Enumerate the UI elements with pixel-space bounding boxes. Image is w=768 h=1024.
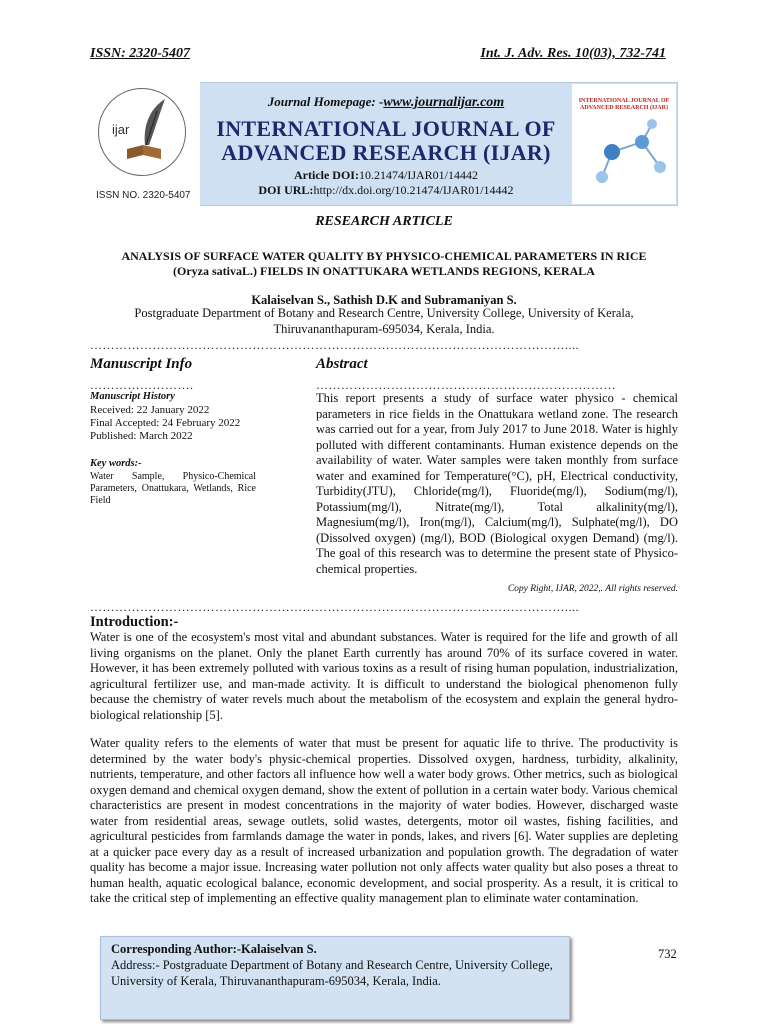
abstract-text: This report presents a study of surface water physico - chemical parameters in rice fields in the Onattukara wetland zone. The research was carried out for a year, from July 2017 to June 2018. Water is highly polluted with different contaminants. Human existence depends on the availability of water. Water samples were taken monthly from surface water and examined for Temperature(°C), pH, Electrical conductivity, Turbidity(JTU), Chloride(mg/l), Fluoride(mg/l), Sodium(mg/l), Potassium(mg/l), Nitrate(mg/l), Total alkalinity(mg/l), Magnesium(mg/l), Iron(mg/l), Calcium(mg/l), Sulphate(mg/l), DO (Dissolved oxygen) (mg/l), BOD (Biological oxygen Demand) (mg/l). The goal of this research was to determine the present state of Physico-chemical properties. xyxy=(316,391,678,576)
introduction-heading: Introduction:- xyxy=(90,614,179,630)
article-type: RESEARCH ARTICLE xyxy=(315,214,453,229)
authors: Kalaiselvan S., Sathish D.K and Subramaniyan S. xyxy=(251,293,517,307)
keywords-heading: Key words:- xyxy=(90,458,142,469)
article-title-line2: (Oryza sativaL.) FIELDS IN ONATTUKARA WETLANDS REGIONS, KERALA xyxy=(173,264,595,278)
separator-top: …………………………………………………………………………………………………….... xyxy=(90,338,579,352)
abstract-heading: Abstract xyxy=(316,356,368,372)
history-heading: Manuscript History xyxy=(90,391,175,402)
corresponding-author-heading: Corresponding Author:-Kalaiselvan S. xyxy=(111,942,317,956)
published-date: Published: March 2022 xyxy=(90,429,193,442)
journal-cover xyxy=(572,84,676,204)
issn-header: ISSN: 2320-5407 xyxy=(90,46,190,61)
manuscript-dots: ……………………. xyxy=(90,378,194,392)
cover-title-line1: INTERNATIONAL JOURNAL OF xyxy=(578,98,670,104)
copyright: Copy Right, IJAR, 2022,. All rights reserved. xyxy=(507,584,678,594)
cover-title-line2: ADVANCED RESEARCH (IJAR) xyxy=(580,105,668,111)
affiliation-line1: Postgraduate Department of Botany and Research Centre, University College, University of Kerala, xyxy=(134,306,634,320)
article-title-line1: ANALYSIS OF SURFACE WATER QUALITY BY PHYSICO-CHEMICAL PARAMETERS IN RICE xyxy=(121,249,647,263)
corresponding-address-line1: Address:- Postgraduate Department of Botany and Research Centre, University College, xyxy=(111,958,553,972)
logo-issn: ISSN NO. 2320-5407 xyxy=(96,190,191,201)
separator-bottom: …………………………………………………………………………………………………….... xyxy=(90,600,579,614)
affiliation xyxy=(90,306,678,337)
intro-paragraph-1: Water is one of the ecosystem's most vital and abundant substances. Water is required for the life and growth of all living organisms on the planet. Only the planet Earth currently has around 70% of its surface covered in water. However, it has been extremely polluted with various toxins as a result of rising human population, industrialization, agricultural fertilizer use, and man-made activity. It is difficult to understand the biological phenomenon fully because the chemistry of water revels much about the metabolism of the ecosystem and explain the general hydro-biological relationship [5]. xyxy=(90,630,678,722)
keywords-text: Water Sample, Physico-Chemical Parameters, Onattukara, Wetlands, Rice Field xyxy=(90,470,256,506)
journal-title-line2: ADVANCED RESEARCH (IJAR) xyxy=(221,140,551,165)
journal-title-line1: INTERNATIONAL JOURNAL OF xyxy=(216,116,556,141)
doi-value: 10.21474/IJAR01/14442 xyxy=(358,168,478,182)
corresponding-address-line2: University of Kerala, Thiruvananthapuram-695034, Kerala, India. xyxy=(111,974,441,988)
homepage-link[interactable]: www.journalijar.com xyxy=(383,95,505,110)
abstract-dots: ……………………………………………………………… xyxy=(316,378,616,392)
journal-title xyxy=(200,117,572,165)
doi-label: Article DOI: xyxy=(294,168,359,182)
received-date: Received: 22 January 2022 xyxy=(90,403,210,416)
keywords-block xyxy=(90,458,256,507)
journal-homepage xyxy=(200,94,572,111)
citation-header: Int. J. Adv. Res. 10(03), 732-741 xyxy=(480,46,666,61)
article-title xyxy=(90,249,678,279)
doi-url-link[interactable]: http://dx.doi.org/10.21474/IJAR01/14442 xyxy=(313,183,514,197)
doi-url-label: DOI URL: xyxy=(258,183,314,197)
page-number: 732 xyxy=(658,947,677,961)
homepage-label: Journal Homepage: - xyxy=(267,94,384,109)
accepted-date: Final Accepted: 24 February 2022 xyxy=(90,416,241,429)
manuscript-history xyxy=(90,391,290,443)
logo-text: ijar xyxy=(112,122,130,137)
intro-paragraph-2: Water quality refers to the elements of water that must be present for aquatic life to thrive. The productivity is determined by the water body's physic-chemical properties. Dissolved oxygen, hardness, turbidity, alkalinity, nutrients, temperature, and other factors all influence how well a water body grows. Other metrics, such as biological oxygen demand and chemical oxygen demand, show the extent of pollution in a certain water body. Various chemical characteristics are present in modest concentrations in the majority of water bodies. However, discharged waste water from residential areas, sewage outlets, solid wastes, detergents, motor oil wastes, fishing facilities, and agricultural pesticides from farmlands damage the water in ponds, lakes, and rivers [6]. Water supplies are depleting at a quicker pace every day as a result of increased urbanization and population growth. The degradation of water quality has become a major issue. Increasing water pollution not only affects water quality but also poses a threat to human health, aquatic ecological balance, economic development, and social prosperity. As a result, it is critical to take the critical step of implementing an effective quality management plan to eliminate water contamination. xyxy=(90,736,678,905)
corresponding-author-box xyxy=(100,936,570,1020)
doi-block xyxy=(200,168,572,198)
affiliation-line2: Thiruvananthapuram-695034, Kerala, India. xyxy=(273,321,495,336)
molecule-icon xyxy=(572,112,676,192)
manuscript-info-heading: Manuscript Info xyxy=(90,356,193,372)
